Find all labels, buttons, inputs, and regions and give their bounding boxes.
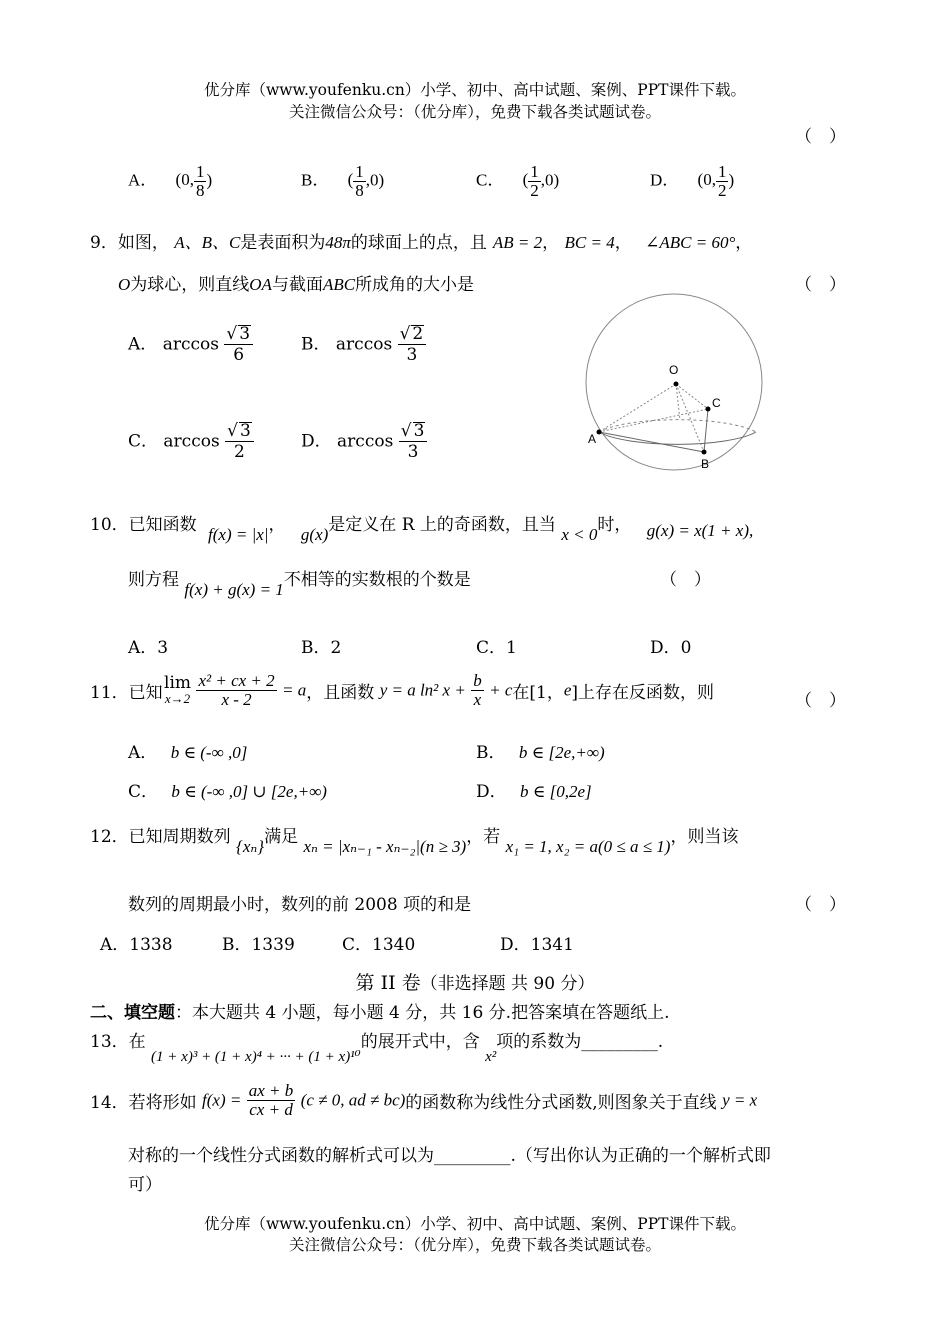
q10-line-2: 则方程 f(x) + g(x) = 1不相等的实数根的个数是 (128, 570, 471, 599)
q11-option-b: B． b ∈ [2e,+∞) (476, 743, 605, 763)
q8-option-a: A． (0, $\frac{1}{8}$ ) (128, 162, 213, 200)
q12-option-b: B．1339 (222, 935, 295, 955)
q10-answer-bracket: （ ） (660, 570, 711, 590)
q11-option-d: D． b ∈ [0,2e] (476, 782, 592, 802)
label-o: O (669, 363, 679, 377)
section-2-instructions: 二、填空题：本大题共 4 小题，每小题 4 分，共 16 分.把答案填在答题纸上. (90, 1003, 670, 1023)
q12-option-a: A．1338 (100, 935, 173, 955)
q8-answer-bracket: （ ） (795, 127, 846, 147)
q11-answer-bracket: （ ） (795, 691, 846, 711)
q10-option-a: A．3 (128, 638, 169, 658)
q11-option-c: C． b ∈ (-∞ ,0] ∪ [2e,+∞) (128, 782, 327, 802)
q9-option-b: B． arccos $\frac{√ 2}{3}$ (301, 325, 426, 365)
footer-line-2: 关注微信公众号：（优分库），免费下载各类试题试卷。 (288, 1236, 661, 1254)
q9-line-1: 9．如图， A、B、C是表面积为48π的球面上的点，且 AB = 2， BC = 4， ∠ABC = 60°， (90, 233, 753, 253)
q8-option-c: C． ( $\frac{1}{2}$ ,0) (476, 162, 560, 200)
q9-option-d: D． arccos $\frac{√ 3}{3}$ (301, 422, 427, 462)
q10-line-1: 10．已知函数 f(x) = |x|， g(x)是定义在 R 上的奇函数，且当 x < 0时， g(x) = x(1 + x), (90, 515, 754, 544)
point-b (702, 450, 707, 455)
q11-option-a: A． b ∈ (-∞ ,0] (128, 743, 248, 763)
sphere-figure (580, 290, 770, 480)
q12-option-c: C．1340 (342, 935, 416, 955)
label-a: A (588, 432, 597, 446)
q12-option-d: D．1341 (500, 935, 574, 955)
q12-line-1: 12．已知周期数列 {xₙ}满足 xₙ = |xₙ₋₁ - xₙ₋₂|(n ≥ 3)，若 x₁ = 1, x₂ = a(0 ≤ a ≤ 1)，则当该 (90, 827, 739, 856)
q9-option-c: C． arccos $\frac{√ 3}{2}$ (128, 422, 254, 462)
label-c: C (712, 396, 721, 410)
q13-line: 13．在 (1 + x)³ + (1 + x)⁴ + ··· + (1 + x)¹⁰的展开式中，含 x²项的系数为_________. (90, 1032, 664, 1065)
point-a (597, 430, 602, 435)
q14-line-3: 可） (128, 1175, 162, 1195)
q9-option-a: A． arccos $\frac{√ 3}{6}$ (128, 325, 253, 365)
header-line-1: 优分库（www.youfenku.cn）小学、初中、高中试题、案例、PPT课件下载。 (203, 81, 747, 99)
header-line-2: 关注微信公众号：（优分库），免费下载各类试题试卷。 (288, 103, 661, 121)
q9-answer-bracket: （ ） (795, 275, 846, 295)
section-2-heading: 第 II 卷（非选择题 共 90 分） (355, 972, 595, 994)
q8-option-b: B． ( $\frac{1}{8}$ ,0) (301, 162, 385, 200)
q14-line-2: 对称的一个线性分式函数的解析式可以为_________.（写出你认为正确的一个解析式即 (128, 1146, 771, 1166)
q12-answer-bracket: （ ） (795, 895, 846, 915)
q9-line-2: O为球心，则直线OA与截面ABC所成角的大小是 (118, 275, 475, 295)
q10-option-d: D．0 (650, 638, 692, 658)
q8-option-d: D． (0, $\frac{1}{2}$ ) (650, 162, 735, 200)
point-o (674, 382, 679, 387)
q11-line-1: 11．已知 lim x→2 $\frac{\text{x² + cx + 2}}{x - 2}$ = a，且函数 y = a ln² x + $\frac{b}{x}$ + c在[1，e]上存在反函数，则 (90, 671, 715, 709)
q10-option-c: C．1 (476, 638, 517, 658)
q10-option-b: B．2 (301, 638, 342, 658)
q12-line-2: 数列的周期最小时，数列的前 2008 项的和是 (128, 895, 472, 915)
q14-line-1: 14．若将形如 f(x) = $\frac{ax + b}{cx + d}$ (c ≠ 0, ad ≠ bc)的函数称为线性分式函数,则图象关于直线 y = x (90, 1081, 758, 1119)
point-c (706, 407, 711, 412)
label-b: B (701, 457, 710, 471)
footer-line-1: 优分库（www.youfenku.cn）小学、初中、高中试题、案例、PPT课件下载。 (203, 1215, 747, 1233)
